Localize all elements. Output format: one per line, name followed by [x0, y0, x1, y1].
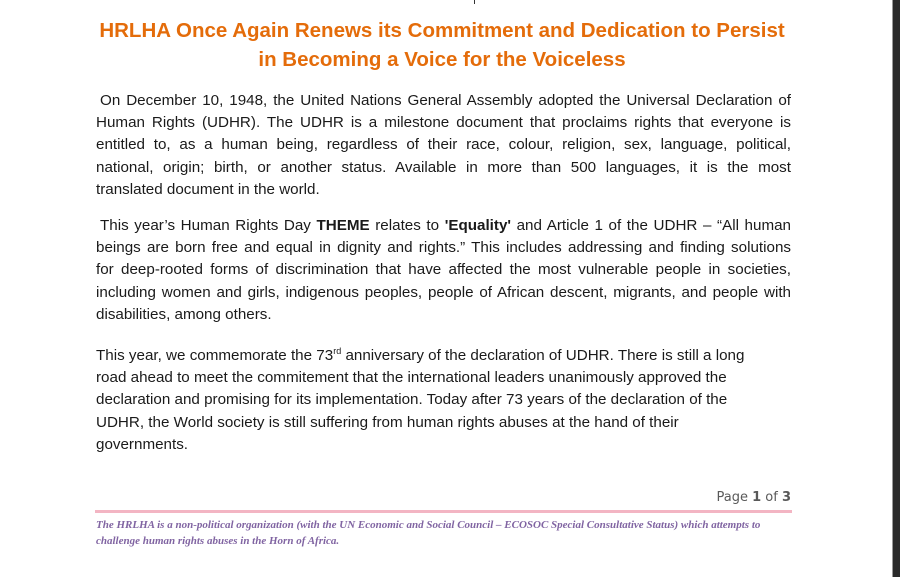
- theme-intro-text: This year’s Human Rights Day: [100, 217, 317, 234]
- window-edge: [893, 0, 900, 577]
- page-of-label: of: [765, 490, 778, 505]
- paragraph-line: including women and girls, indigenous peoples, people of African descent, migrants, and people with: [96, 283, 791, 301]
- paragraph-line: national, origin; birth, or another status. Available in more than 500 languages, it is the most: [96, 158, 791, 176]
- theme-mid-text: relates to: [369, 217, 445, 234]
- ordinal-suffix: rd: [333, 345, 342, 356]
- paragraph-line: governments.: [96, 435, 189, 453]
- page-label: Page: [716, 490, 748, 505]
- paragraph-line: entitled to, as a human being, regardless of their race, colour, religion, sex, language, political,: [96, 136, 791, 154]
- paragraph-udhr-history: [96, 90, 791, 201]
- theme-quote-text: and Article 1 of the UDHR – “All human: [511, 217, 791, 234]
- page-number: [700, 490, 791, 505]
- theme-bold-text: THEME: [316, 217, 370, 234]
- paragraph-line: road ahead to meet the commitement that the international leaders unanimously approved the: [96, 369, 727, 387]
- paragraph-line: translated document in the world.: [96, 180, 320, 198]
- paragraph-line: declaration and promising for its implementation. Today after 73 years of the declaration of the: [96, 391, 728, 409]
- paragraph-line: [96, 215, 791, 237]
- paragraph-line: for deep-rooted forms of discrimination that have affected the most vulnerable people in societies,: [96, 261, 791, 279]
- page-marker: [474, 0, 475, 4]
- footer-note: The HRLHA is a non-political organization (with the UN Economic and Social Council – ECOSOC Special Consultative Status) which attempts to challenge human rights abuses in the Horn of Africa.: [96, 519, 761, 547]
- document-title: HRLHA Once Again Renews its Commitment and Dedication to Persist in Becoming a Voice for the Voiceless: [99, 19, 785, 71]
- paragraph-line: [96, 345, 791, 367]
- paragraph-line: beings are born free and equal in dignity and rights.” This includes addressing and finding solutions: [96, 239, 791, 257]
- page-current: 1: [752, 490, 762, 505]
- paragraph-line: disabilities, among others.: [96, 305, 272, 323]
- paragraph-anniversary: [96, 345, 791, 456]
- paragraph-line: UDHR, the World society is still suffering from human rights abuses at the hand of their: [96, 413, 679, 431]
- equality-bold-text: 'Equality': [444, 217, 512, 234]
- paragraph-theme: [96, 215, 791, 326]
- page-total: 3: [781, 490, 791, 505]
- footer-divider: [95, 510, 792, 513]
- paragraph-line: Human Rights (UDHR). The UDHR is a milestone document that proclaims rights that everyone is: [96, 114, 791, 132]
- paragraph-line: On December 10, 1948, the United Nations General Assembly adopted the Universal Declaration of: [100, 92, 791, 109]
- anniversary-rest-text: anniversary of the declaration of UDHR. There is still a long: [341, 347, 745, 364]
- anniversary-intro-text: This year, we commemorate the 73: [96, 347, 334, 364]
